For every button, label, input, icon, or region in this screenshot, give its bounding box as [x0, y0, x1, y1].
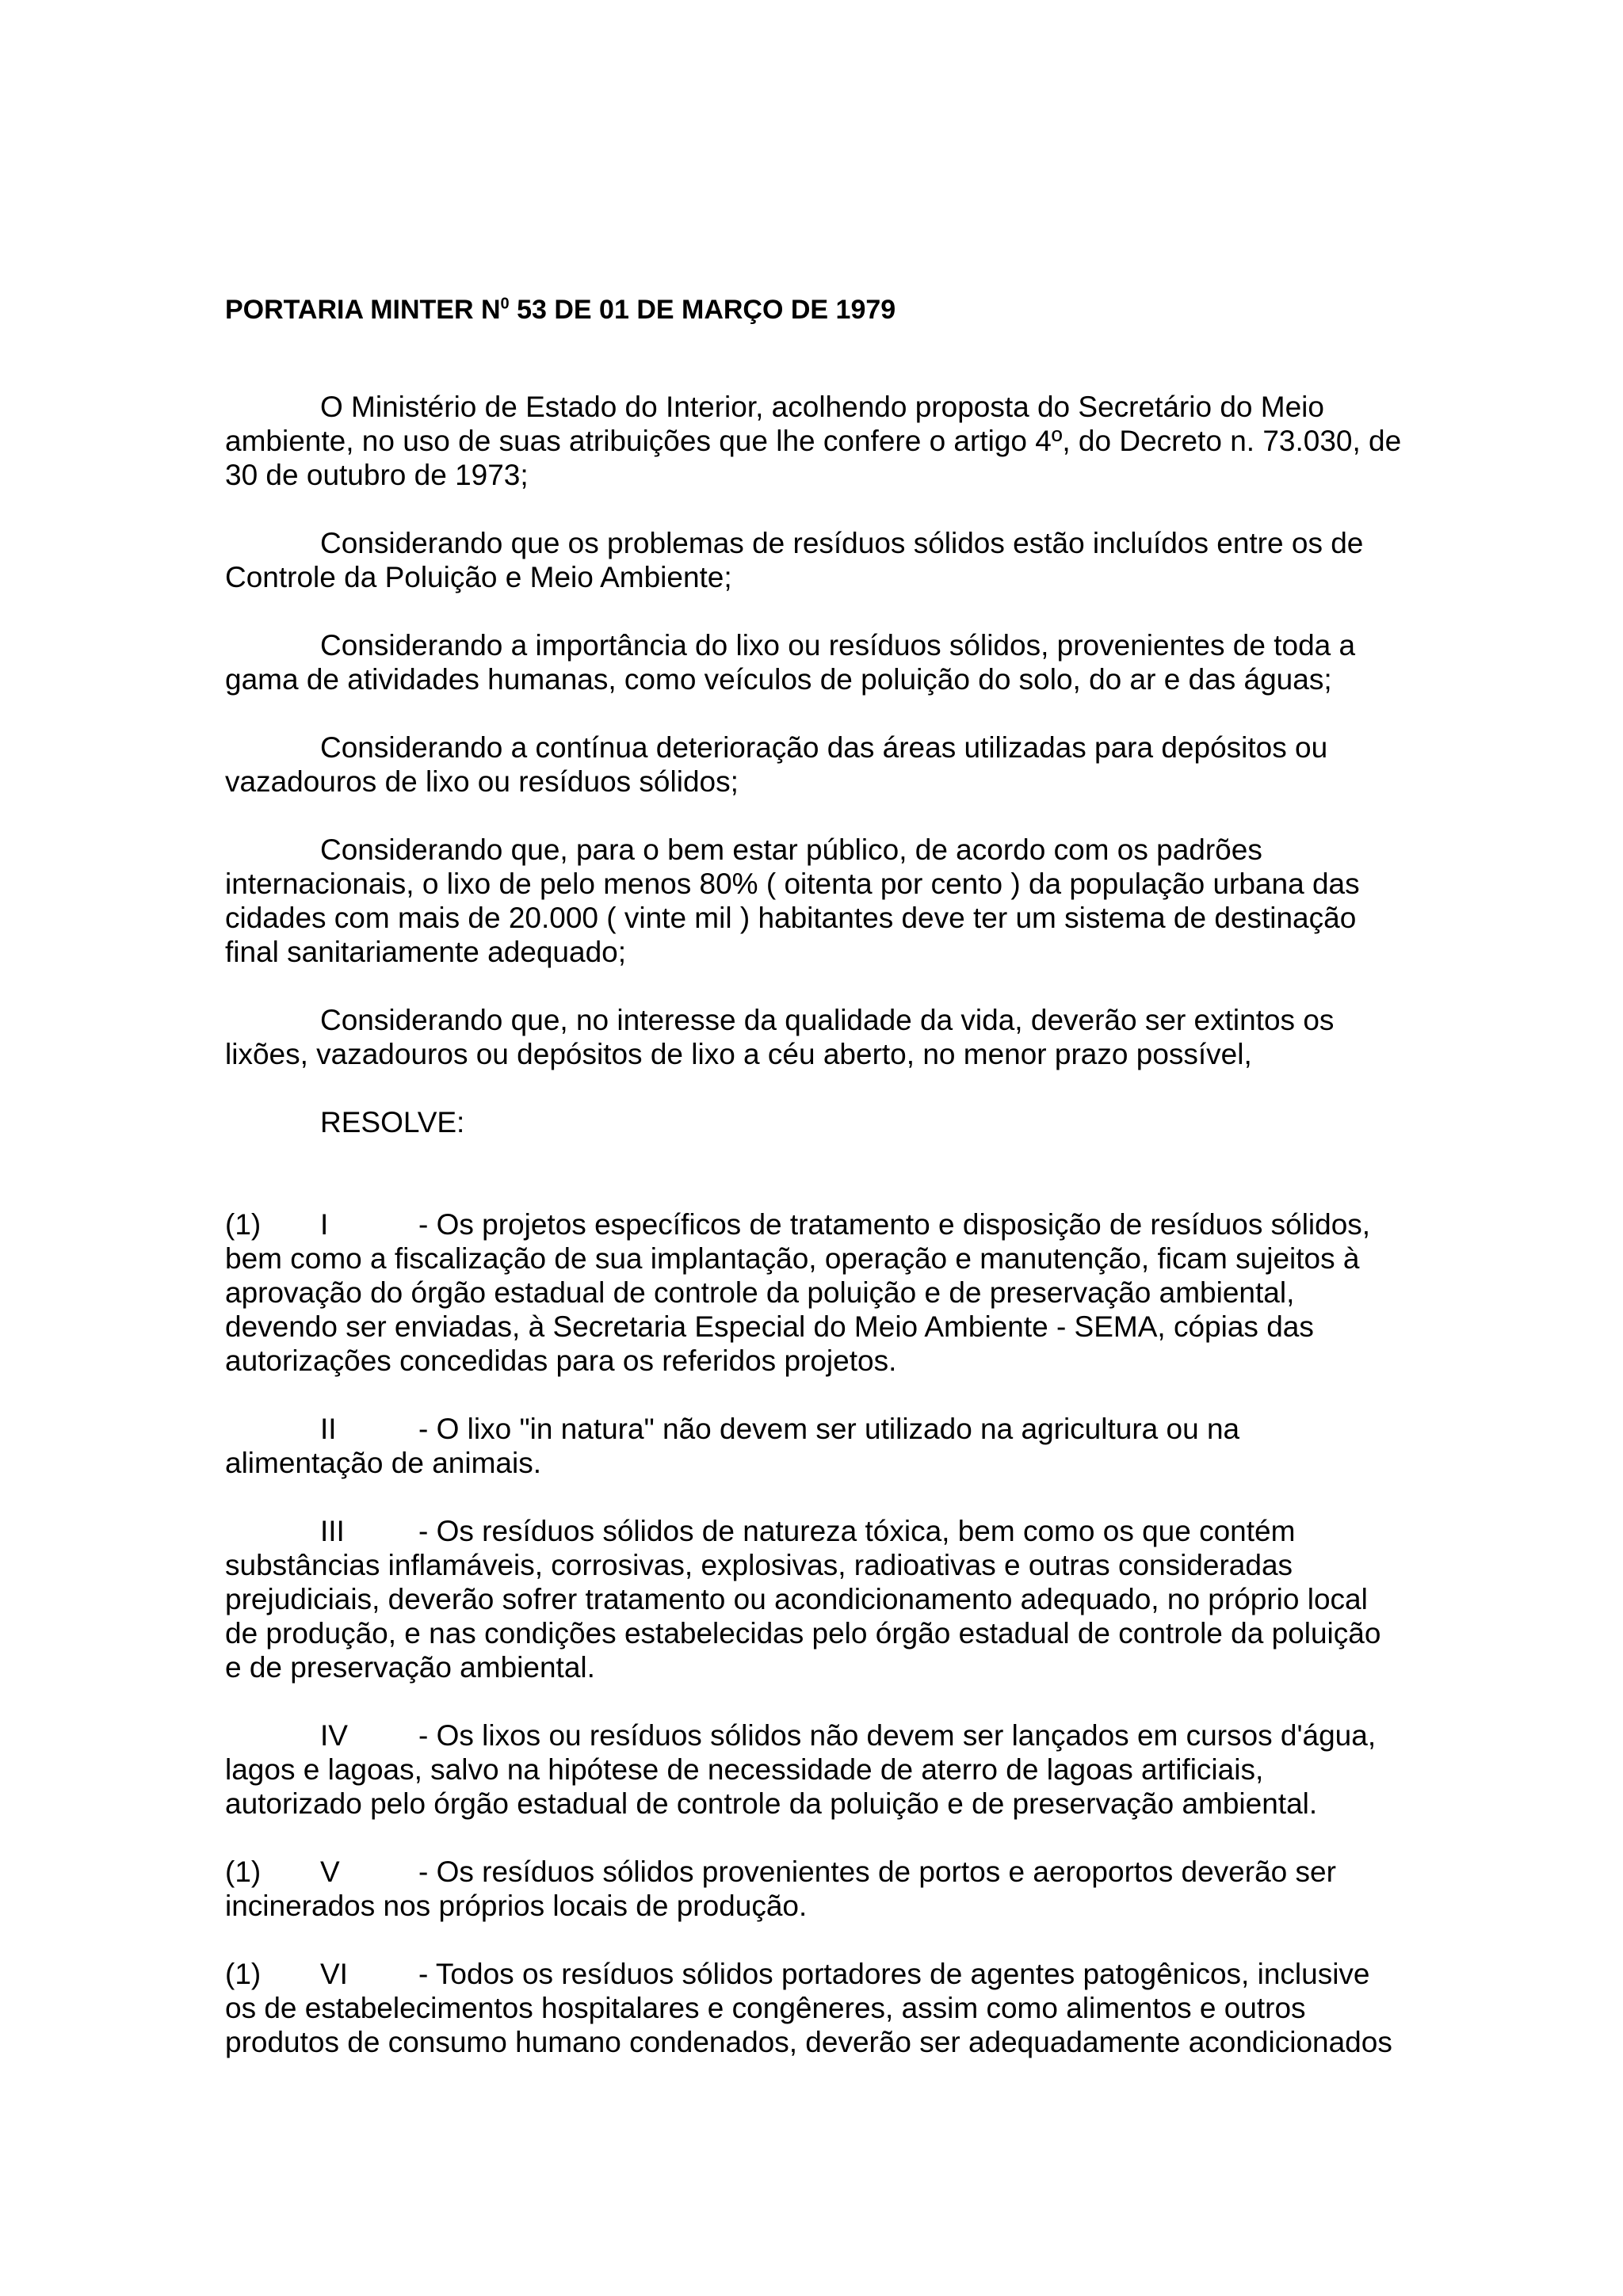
item-i-number: I	[320, 1208, 329, 1241]
item-vi-note: (1)	[225, 1958, 262, 1990]
considerando-2: Considerando a importância do lixo ou resíduos sólidos, provenientes de toda a gama de atividades humanas, como veículos de poluição do solo, do ar e das águas;	[225, 629, 1356, 696]
item-iii-number: III	[320, 1515, 345, 1547]
title-superscript: 0	[500, 295, 510, 313]
item-i-first-line: - Os projetos específicos de tratamento e disposição de resíduos sólidos,	[418, 1208, 1371, 1241]
item-iii	[225, 1480, 1414, 1718]
item-vi-first-line: - Todos os resíduos sólidos portadores de agentes patogênicos, inclusive	[418, 1958, 1370, 1990]
item-v-note: (1)	[225, 1855, 262, 1888]
item-iii-first-line: - Os resíduos sólidos de natureza tóxica, bem como os que contém	[418, 1515, 1296, 1547]
item-iv-number: IV	[320, 1719, 348, 1752]
title-prefix: PORTARIA MINTER N	[225, 295, 501, 325]
item-v-body: incinerados nos próprios locais de produção.	[225, 1890, 808, 1922]
item-ii-body: alimentação de animais.	[225, 1447, 541, 1479]
title-suffix: 53 DE 01 DE MARÇO DE 1979	[509, 295, 896, 325]
item-v-first-line: - Os resíduos sólidos provenientes de portos e aeroportos deverão ser	[418, 1855, 1336, 1888]
intro-paragraph: O Ministério de Estado do Interior, acolhendo proposta do Secretário do Meio ambiente, no uso de suas atribuições que lhe confere o artigo 4º, do Decreto n. 73.030, de 30 de outubro de 1973;	[225, 391, 1402, 491]
item-vi	[225, 1923, 1414, 2093]
item-iv-first-line: - Os lixos ou resíduos sólidos não devem ser lançados em cursos d'água,	[418, 1719, 1377, 1752]
item-i-body: bem como a fiscalização de sua implantação, operação e manutenção, ficam sujeitos à aprovação do órgão estadual de controle da poluição e de preservação ambiental, devendo ser enviadas, à Secretaria Especial do Meio Ambiente - SEMA, cópias das autorizações concedidas para os referidos projetos.	[225, 1242, 1360, 1377]
item-v-number: V	[320, 1855, 340, 1888]
item-i-note: (1)	[225, 1208, 262, 1241]
resolve-heading: RESOLVE:	[320, 1106, 465, 1138]
item-ii-number: II	[320, 1413, 337, 1445]
considerando-3: Considerando a contínua deterioração das áreas utilizadas para depósitos ou vazadouros de lixo ou resíduos sólidos;	[225, 731, 1328, 798]
item-ii-first-line: - O lixo "in natura" não devem ser utilizado na agricultura ou na	[418, 1413, 1240, 1445]
considerando-5: Considerando que, no interesse da qualidade da vida, deverão ser extintos os lixões, vazadouros ou depósitos de lixo a céu aberto, no menor prazo possível,	[225, 1004, 1335, 1070]
considerando-4: Considerando que, para o bem estar público, de acordo com os padrões internacionais, o lixo de pelo menos 80% ( oitenta por cento ) da população urbana das cidades com mais de 20.000 ( vinte mil ) habitantes deve ter um sistema de destinação final sanitariamente adequado;	[225, 833, 1360, 968]
document-title	[225, 292, 1414, 327]
item-i	[225, 1173, 1414, 1412]
item-vi-body: os de estabelecimentos hospitalares e congêneres, assim como alimentos e outros produtos de consumo humano condenados, deverão ser adequadamente acondicionados	[225, 1992, 1392, 2058]
item-iii-body: substâncias inflamáveis, corrosivas, explosivas, radioativas e outras consideradas prejudiciais, deverão sofrer tratamento ou acondicionamento adequado, no próprio local de produção, e nas condições estabelecidas pelo órgão estadual de controle da poluição e de preservação ambiental.	[225, 1549, 1381, 1684]
considerando-1: Considerando que os problemas de resíduos sólidos estão incluídos entre os de Controle da Poluição e Meio Ambiente;	[225, 527, 1364, 593]
item-iv-body: lagos e lagoas, salvo na hipótese de necessidade de aterro de lagoas artificiais, autorizado pelo órgão estadual de controle da poluição e de preservação ambiental.	[225, 1753, 1318, 1820]
item-vi-number: VI	[320, 1958, 348, 1990]
